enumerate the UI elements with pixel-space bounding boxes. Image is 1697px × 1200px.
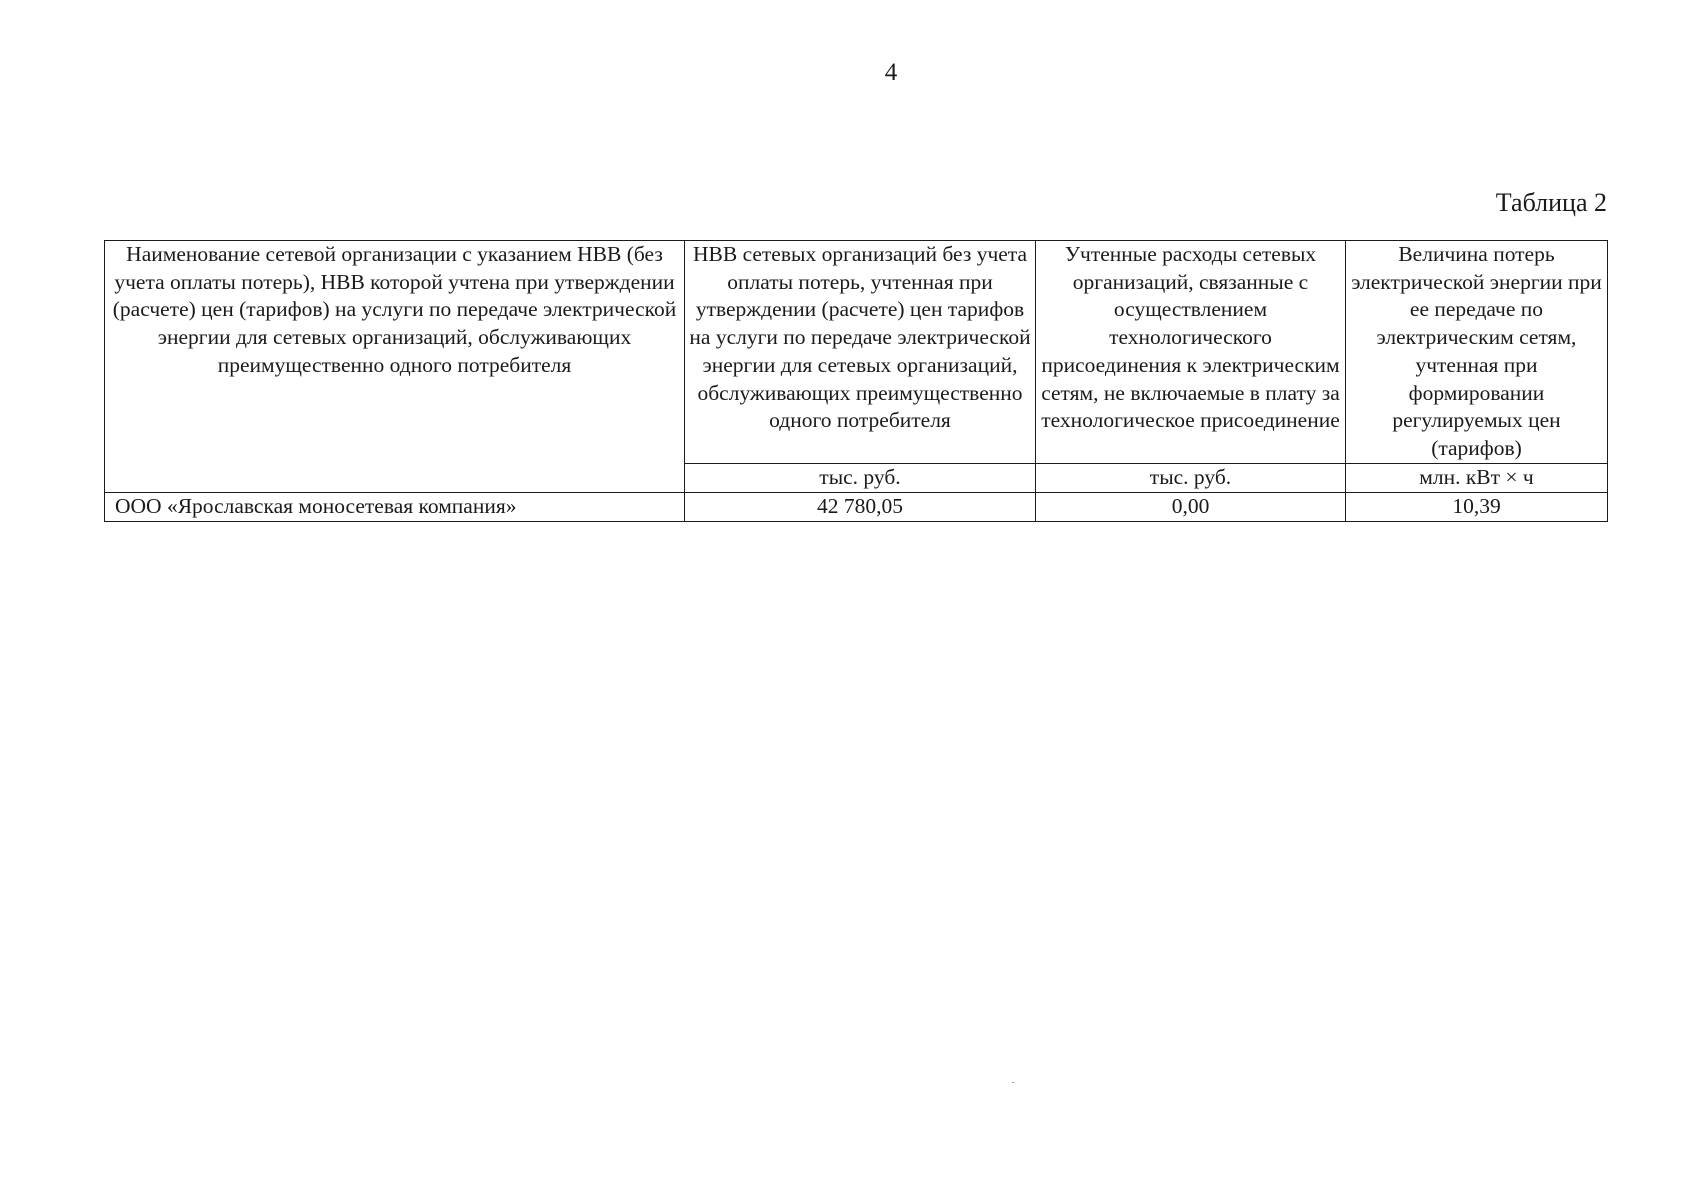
cell-connection-expenses: 0,00 (1036, 492, 1346, 521)
cell-organization-name: ООО «Ярославская моносетевая компания» (105, 492, 685, 521)
header-nvv: НВВ сетевых организаций без учета оплаты потерь, учтенная при утверждении (расчете) цен тарифов на услуги по передаче электрической энергии для сетевых организаций, обслуживающих преимущественно одного потребителя (685, 241, 1036, 464)
scan-artifact (1012, 1082, 1014, 1083)
unit-nvv: тыс. руб. (685, 463, 1036, 492)
tariff-table (104, 240, 1608, 522)
header-organization-name: Наименование сетевой организации с указанием НВВ (без учета оплаты потерь), НВВ которой учтена при утверждении (расчете) цен (тарифов) на услуги по передаче электрической энергии для сетевых организаций, обслуживающих преимущественно одного потребителя (105, 241, 685, 493)
cell-nvv: 42 780,05 (685, 492, 1036, 521)
table-header-row (105, 241, 1608, 464)
header-energy-losses: Величина потерь электрической энергии при ее передаче по электрическим сетям, учтенная при формировании регулируемых цен (тарифов) (1346, 241, 1608, 464)
page-number: 4 (884, 59, 898, 86)
unit-connection-expenses: тыс. руб. (1036, 463, 1346, 492)
table-row (105, 492, 1608, 521)
table-caption: Таблица 2 (1495, 188, 1607, 217)
header-connection-expenses: Учтенные расходы сетевых организаций, связанные с осуществлением технологического присоединения к электрическим сетям, не включаемые в плату за технологическое присоединение (1036, 241, 1346, 464)
unit-energy-losses: млн. кВт × ч (1346, 463, 1608, 492)
cell-energy-losses: 10,39 (1346, 492, 1608, 521)
